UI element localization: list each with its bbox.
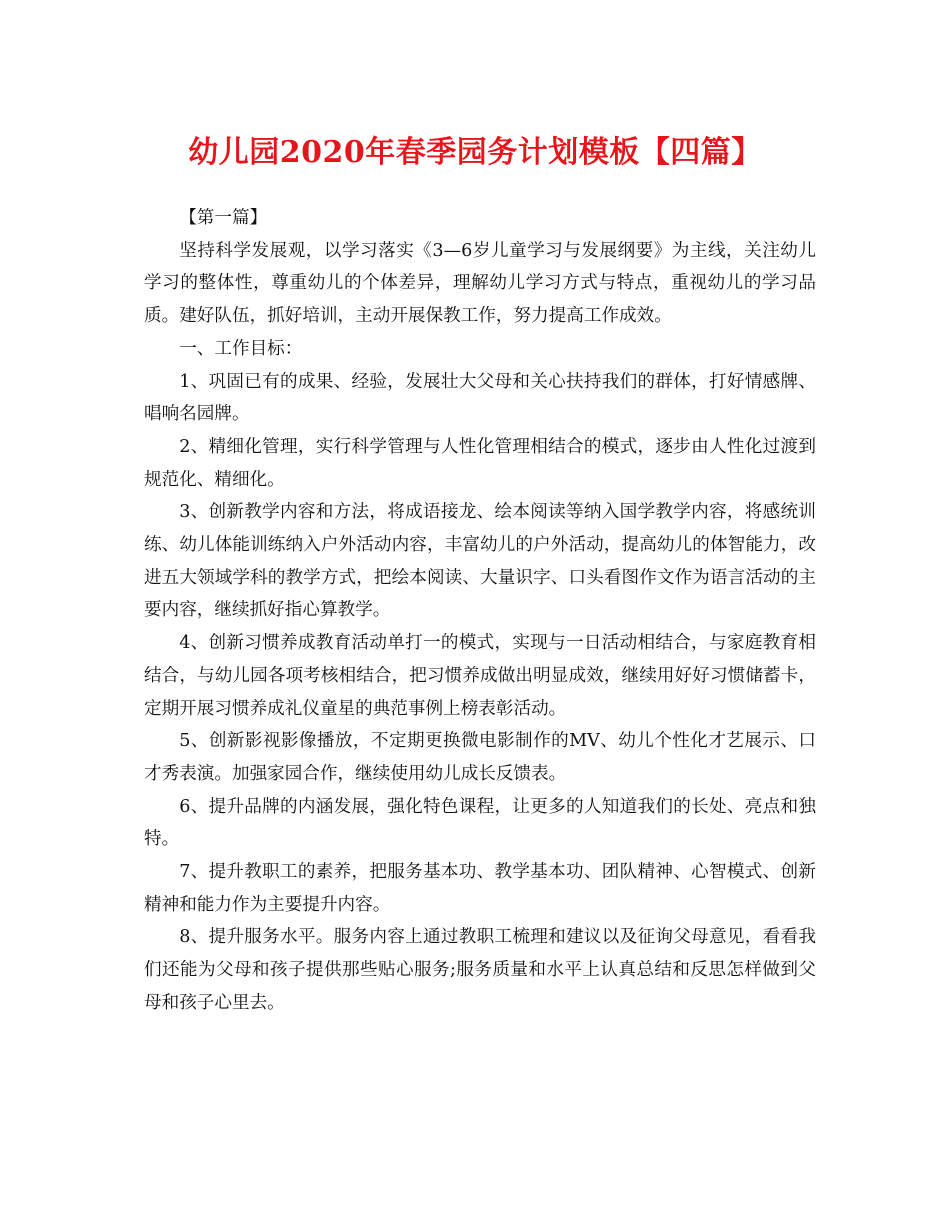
goal-item-4: 4、创新习惯养成教育活动单打一的模式，实现与一日活动相结合，与家庭教育相结合，与幼儿园各项考核相结合，把习惯养成做出明显成效，继续用好好习惯储蓄卡，定期开展习惯养成礼仪童星的典范事例上榜表彰活动。 xyxy=(144,633,816,719)
goal-item-5: 5、创新影视影像播放，不定期更换微电影制作的MV、幼儿个性化才艺展示、口才秀表演。加强家园合作，继续使用幼儿成长反馈表。 xyxy=(144,731,816,784)
section-heading: 【第一篇】 xyxy=(179,208,268,228)
intro-paragraph: 坚持科学发展观，以学习落实《3—6岁儿童学习与发展纲要》为主线，关注幼儿学习的整体性，尊重幼儿的个体差异，理解幼儿学习方式与特点，重视幼儿的学习品质。建好队伍，抓好培训，主动开展保教工作，努力提高工作成效。 xyxy=(144,240,816,327)
goal-item-6: 6、提升品牌的内涵发展，强化特色课程，让更多的人知道我们的长处、亮点和独特。 xyxy=(144,796,816,850)
document-body xyxy=(144,202,816,1020)
goal-item-1: 1、巩固已有的成果、经验，发展壮大父母和关心扶持我们的群体，打好情感牌、唱响名园牌。 xyxy=(144,371,816,425)
goals-heading: 一、工作目标： xyxy=(179,338,303,359)
goal-item-8: 8、提升服务水平。服务内容上通过教职工梳理和建议以及征询父母意见，看看我们还能为父母和孩子提供那些贴心服务;服务质量和水平上认真总结和反思怎样做到父母和孩子心里去。 xyxy=(144,927,816,1013)
document-title: 幼儿园2020年春季园务计划模板【四篇】 xyxy=(188,135,762,170)
goal-item-2: 2、精细化管理，实行科学管理与人性化管理相结合的模式，逐步由人性化过渡到规范化、精细化。 xyxy=(144,436,816,490)
goal-item-3: 3、创新教学内容和方法，将成语接龙、绘本阅读等纳入国学教学内容，将感统训练、幼儿体能训练纳入户外活动内容，丰富幼儿的户外活动，提高幼儿的体智能力，改进五大领域学科的教学方式，把绘本阅读、大量识字、口头看图作文作为语言活动的主要内容，继续抓好指心算教学。 xyxy=(144,502,816,621)
goal-item-7: 7、提升教职工的素养，把服务基本功、教学基本功、团队精神、心智模式、创新精神和能力作为主要提升内容。 xyxy=(144,862,816,915)
